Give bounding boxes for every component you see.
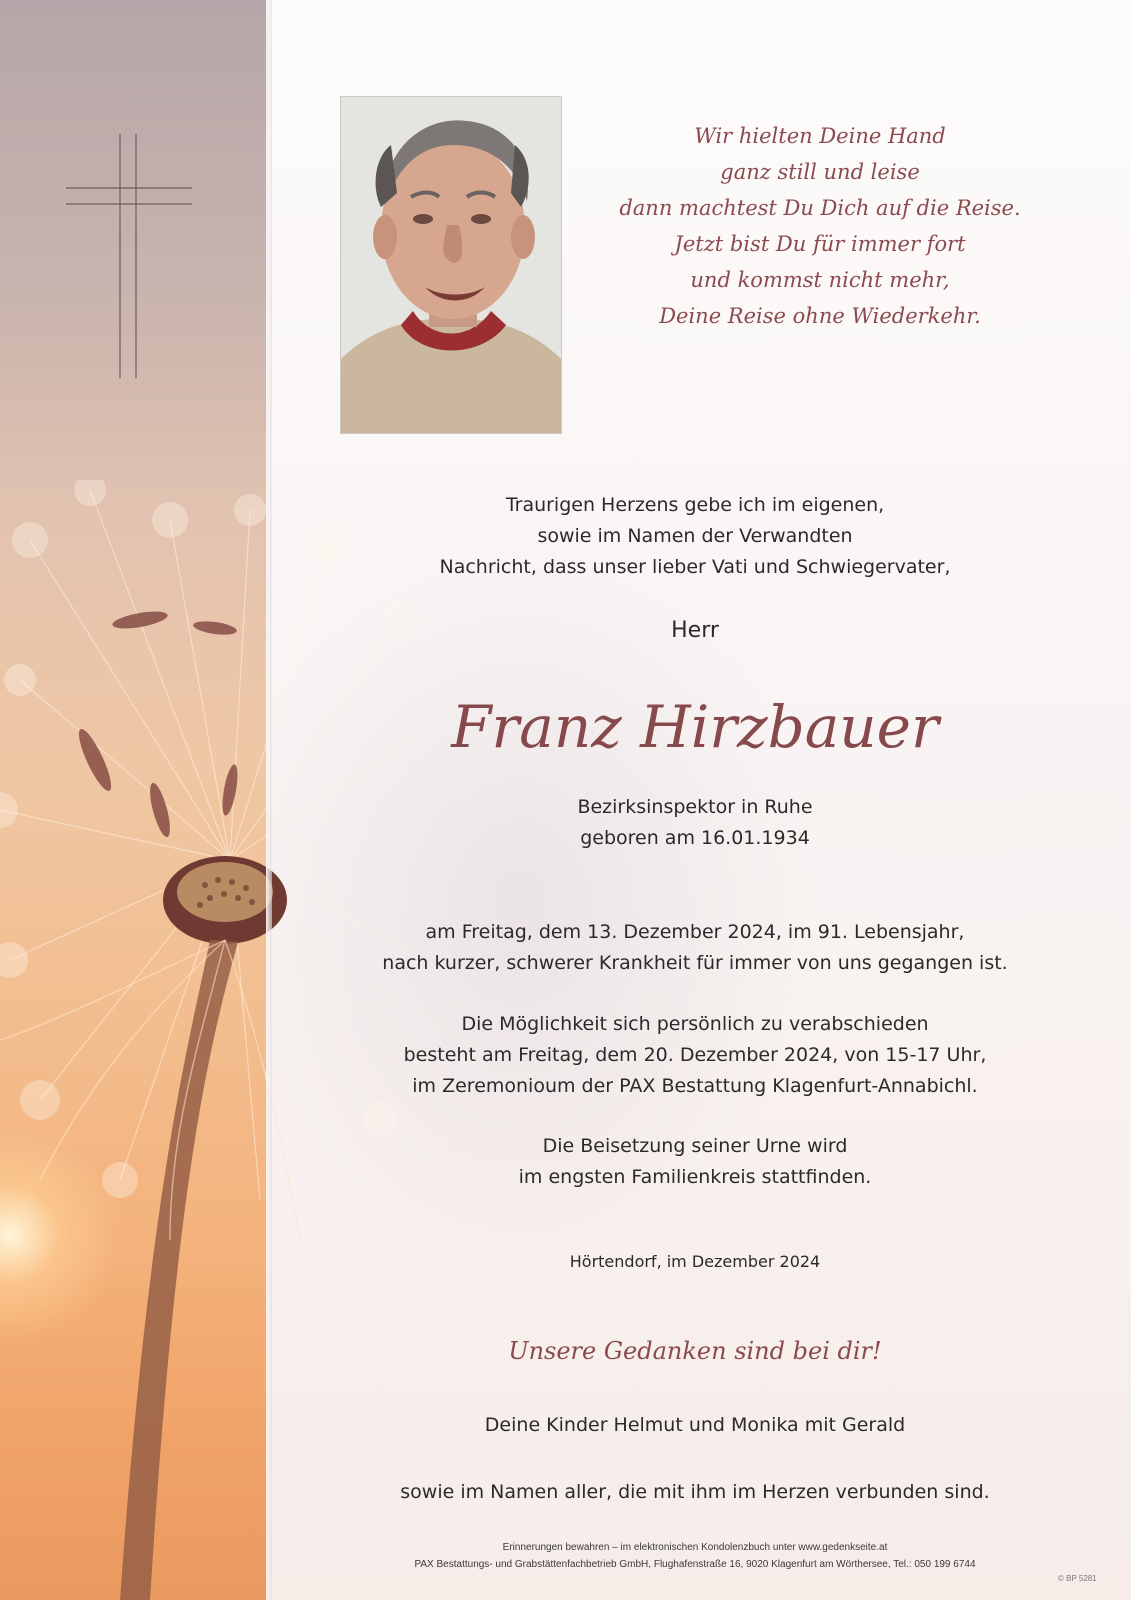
all-others-line: sowie im Namen aller, die mit ihm im Herzen verbunden sind. bbox=[400, 1481, 990, 1503]
farewell-line: besteht am Freitag, dem 20. Dezember 2024, von 15-17 Uhr, bbox=[403, 1044, 987, 1066]
portrait-photo bbox=[340, 96, 562, 434]
poem-line: dann machtest Du Dich auf die Reise. bbox=[619, 196, 1021, 220]
footer bbox=[290, 1539, 1100, 1573]
intro-line: Nachricht, dass unser lieber Vati und Schwiegervater, bbox=[439, 556, 951, 578]
deceased-details bbox=[290, 792, 1100, 854]
death-line: nach kurzer, schwerer Krankheit für immer von uns gegangen ist. bbox=[382, 952, 1008, 974]
poem-line: und kommst nicht mehr, bbox=[690, 268, 950, 292]
footer-company-line: PAX Bestattungs- und Grabstättenfachbetrieb GmbH, Flughafenstraße 16, 9020 Klagenfurt am Wörthersee, Tel.: 050 199 6744 bbox=[414, 1559, 976, 1570]
mourners-line: Deine Kinder Helmut und Monika mit Gerald bbox=[484, 1414, 906, 1436]
poem-line: Wir hielten Deine Hand bbox=[694, 124, 946, 148]
burial-line: Die Beisetzung seiner Urne wird bbox=[542, 1135, 848, 1157]
memorial-poem bbox=[590, 118, 1050, 334]
print-code: © BP 5281 bbox=[1058, 1574, 1097, 1583]
announcement-intro bbox=[290, 490, 1100, 583]
burial-line: im engsten Familienkreis stattfinden. bbox=[518, 1166, 872, 1188]
deceased-title: Bezirksinspektor in Ruhe bbox=[577, 796, 813, 818]
poem-line: ganz still und leise bbox=[720, 160, 920, 184]
deceased-name: Franz Hirzbauer bbox=[451, 693, 939, 761]
thoughts-heading: Unsere Gedanken sind bei dir! bbox=[508, 1337, 882, 1365]
death-notice bbox=[290, 917, 1100, 979]
farewell-line: Die Möglichkeit sich persönlich zu verabschieden bbox=[461, 1013, 929, 1035]
poem-line: Deine Reise ohne Wiederkehr. bbox=[659, 304, 981, 328]
strip-divider bbox=[266, 0, 272, 1600]
intro-line: sowie im Namen der Verwandten bbox=[537, 525, 853, 547]
intro-line: Traurigen Herzens gebe ich im eigenen, bbox=[505, 494, 885, 516]
birth-date: geboren am 16.01.1934 bbox=[580, 827, 810, 849]
salutation: Herr bbox=[671, 618, 719, 643]
farewell-notice bbox=[290, 1009, 1100, 1102]
burial-notice bbox=[290, 1131, 1100, 1193]
footer-condolence-line: Erinnerungen bewahren – im elektronischen Kondolenzbuch unter www.gedenkseite.at bbox=[502, 1542, 888, 1553]
death-line: am Freitag, dem 13. Dezember 2024, im 91. Lebensjahr, bbox=[425, 921, 965, 943]
cross-icon bbox=[64, 132, 194, 380]
poem-line: Jetzt bist Du für immer fort bbox=[674, 232, 966, 256]
place-and-date: Hörtendorf, im Dezember 2024 bbox=[569, 1252, 821, 1271]
farewell-line: im Zeremonioum der PAX Bestattung Klagenfurt-Annabichl. bbox=[412, 1075, 978, 1097]
